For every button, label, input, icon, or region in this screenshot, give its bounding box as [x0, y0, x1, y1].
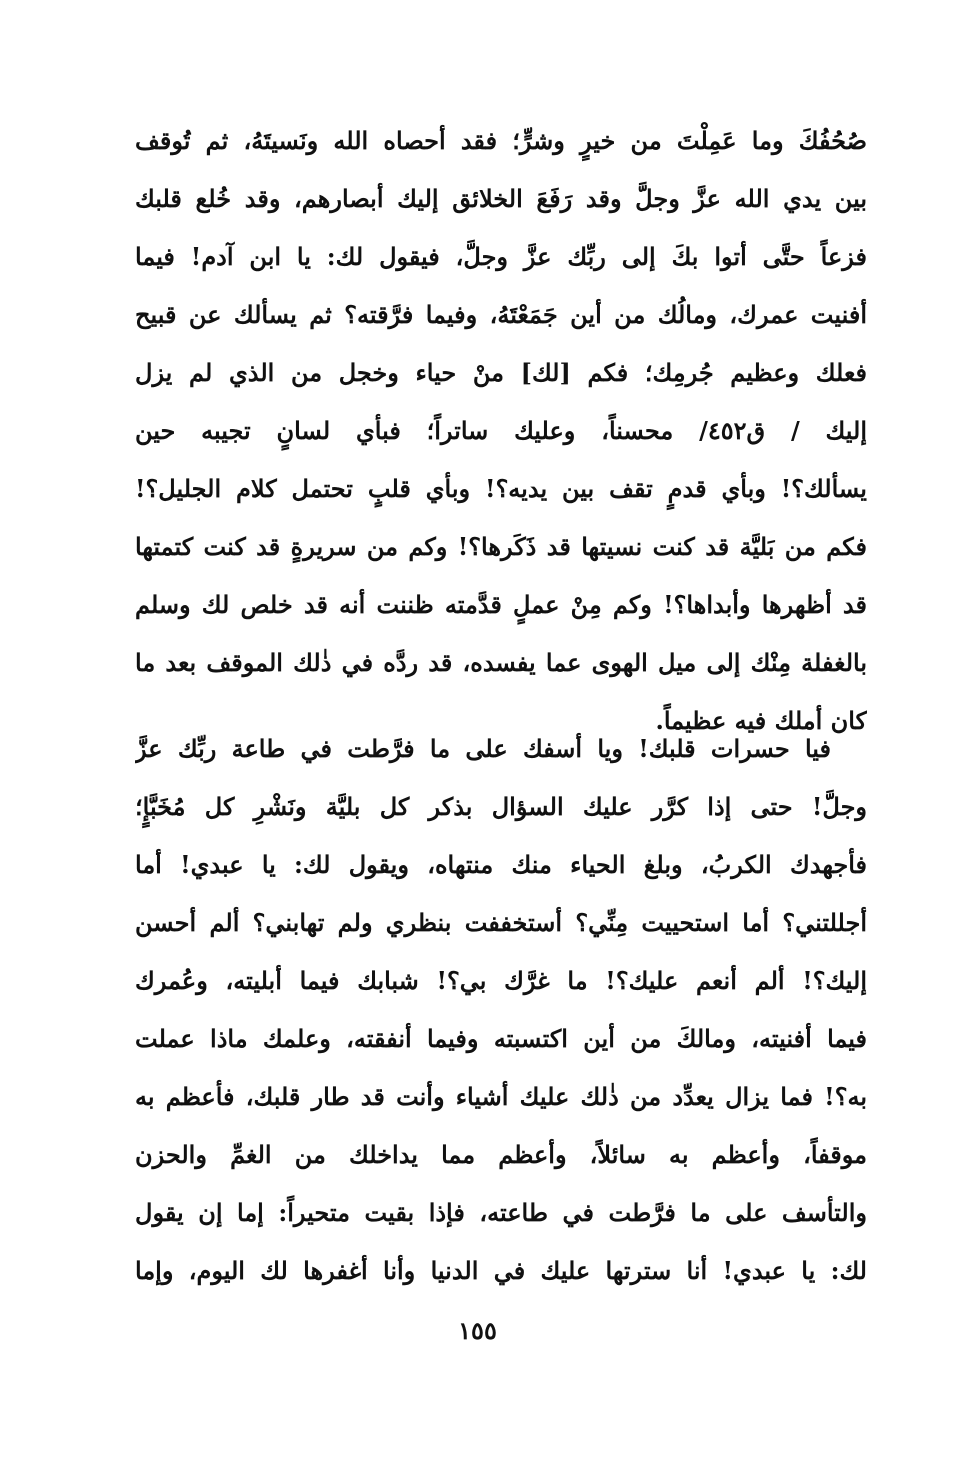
text-line: قد أظهرها وأبداها؟! وكم مِنْ عملٍ قدَّمته ظننت أنه قد خلص لك وسلم	[135, 590, 867, 619]
text-line: والتأسف على ما فرَّطت في طاعته، فإذا بقيت متحيراً: إما إن يقول	[135, 1198, 867, 1227]
paragraph-2	[135, 720, 867, 1300]
text-line: إليك؟! ألم أنعم عليك؟! ما غرَّك بي؟! شبابك فيما أبليته، وعُمرك	[135, 966, 867, 995]
text-line: فأجهدك الكربُ، وبلغ الحياء منك منتهاه، ويقول لك: يا عبدي! أما	[135, 850, 867, 879]
text-line: لك: يا عبدي! أنا سترتها عليك في الدنيا وأنا أغفرها لك اليوم، وإما	[135, 1256, 867, 1285]
text-line: إليك / ق٤٥٢/ محسناً، وعليك ساتراً؛ فبأي لسانٍ تجيبه حين	[135, 416, 867, 445]
text-line: فعلك وعظيم جُرمِك؛ فكم [لك] منْ حياء وخجل من الذي لم يزل	[135, 358, 867, 387]
text-line: صُحُفُكَ وما عَمِلْتَ من خيرٍ وشرٍّ؛ فقد أحصاه الله ونَسيتَهُ، ثم تُوقف	[135, 126, 867, 155]
text-line: فيا حسرات قلبك! ويا أسفك على ما فرَّطت في طاعة ربِّك عزَّ	[135, 734, 831, 763]
text-line: أجللتني؟ أما استحييت مِنِّي؟ أستخففت بنظري ولم تهابني؟ ألم أحسن	[135, 908, 867, 937]
text-line: أفنيت عمرك، ومالُك من أين جَمَعْتَهُ، وفيما فرَّقته؟ ثم يسألك عن قبيح	[135, 300, 867, 329]
text-line: وجلَّ! حتى إذا كرَّر عليك السؤال بذكر كل بليَّة ونَشْرِ كل مُخَبَّإٍ؛	[135, 792, 867, 821]
text-line: فيما أفنيته، ومالكَ من أين اكتسبته وفيما أنفقته، وعلمك ماذا عملت	[135, 1024, 867, 1053]
text-line: به؟! فما يزال يعدِّد من ذٰلك عليك أشياء وأنت قد طار قلبك، فأعظم به	[135, 1082, 867, 1111]
text-line: بين يدي الله عزَّ وجلَّ وقد رَفَعَ الخلائق إليك أبصارهم، وقد خُلع قلبك	[135, 184, 867, 213]
text-line: يسألك؟! وبأي قدمٍ تقف بين يديه؟! وبأي قلبٍ تحتمل كلام الجليل؟!	[135, 474, 867, 503]
text-line: بالغفلة مِنْك إلى ميل الهوى عما يفسده، قد ردَّه في ذٰلك الموقف بعد ما	[135, 648, 867, 677]
paragraph-1	[135, 112, 867, 750]
text-line: فزعاً حتَّى أتوا بكَ إلى ربِّك عزَّ وجلَّ، فيقول لك: يا ابن آدم! فيما	[135, 242, 867, 271]
text-line: كان أملك فيه عظيماً.	[655, 706, 867, 735]
text-line: فكم من بَليَّة قد كنت نسيتها قد ذَكَرها؟! وكم من سريرةٍ قد كنت كتمتها	[135, 532, 867, 561]
text-line: موقفاً، وأعظم به سائلاً، وأعظم مما يداخلك من الغمِّ والحزن	[135, 1140, 867, 1169]
page-number: ١٥٥	[458, 1316, 497, 1345]
